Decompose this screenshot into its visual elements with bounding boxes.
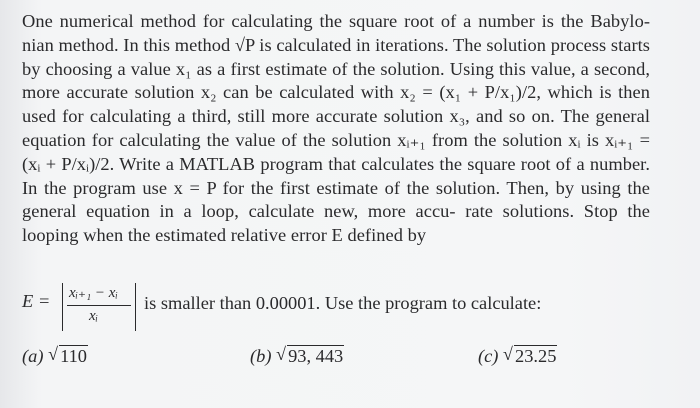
problem-line-3: starts by choosing a value x₁ as a first estimate of the solution. Using this value, a	[22, 34, 650, 79]
part-b-label: (b)	[250, 346, 272, 366]
error-tail-text: is smaller than 0.00001. Use the program to calculate:	[144, 293, 542, 313]
problem-line-2: nian method. In this method √P is calculated in iterations. The solution process	[22, 34, 607, 55]
part-b-value: 93, 443	[288, 346, 344, 366]
part-c-sqrt	[503, 346, 557, 367]
part-a	[22, 346, 88, 367]
part-c-value: 23.25	[515, 346, 557, 366]
relative-error-equation	[22, 285, 650, 335]
problem-line-9: solution. Then, by using the general equation in a loop, calculate new, more accu-	[22, 177, 650, 222]
part-a-label: (a)	[22, 346, 44, 366]
radical-icon: √	[276, 344, 286, 364]
problem-line-8: the square root of a number. In the program use x = P for the first estimate of the	[22, 153, 650, 198]
radical-icon: √	[503, 344, 513, 364]
radical-icon: √	[48, 344, 58, 364]
part-a-sqrt	[48, 346, 88, 367]
problem-line-1: One numerical method for calculating the square root of a number is the Babylo-	[22, 11, 650, 31]
absolute-value-bars	[62, 283, 136, 331]
problem-line-5: which is then used for calculating a third, still more accurate solution x₃, and so	[22, 82, 650, 127]
problem-line-6: on. The general equation for calculating the value of the solution xᵢ₊₁ from the	[22, 106, 650, 150]
error-lhs: E =	[22, 291, 51, 311]
part-b	[250, 346, 344, 367]
fraction-denominator: xᵢ	[89, 308, 99, 324]
part-a-value: 110	[60, 346, 87, 366]
problem-line-4: second, more accurate solution x₂ can be calculated with x₂ = (x₁ + P/x₁)/2,	[22, 58, 650, 103]
sub-questions	[0, 340, 700, 380]
fraction-bar	[67, 305, 131, 306]
part-c-label: (c)	[478, 346, 499, 366]
problem-paragraph	[22, 10, 650, 248]
problem-line-7: solution xᵢ is xᵢ₊₁ = (xᵢ + P/xᵢ)/2. Write a MATLAB program that calculates	[22, 129, 650, 174]
part-b-sqrt	[276, 346, 344, 367]
part-c	[478, 346, 557, 367]
problem-line-10: rate solutions. Stop the looping when the estimated relative error E defined by	[22, 201, 650, 246]
fraction-numerator: xᵢ₊₁ − xᵢ	[69, 285, 118, 301]
